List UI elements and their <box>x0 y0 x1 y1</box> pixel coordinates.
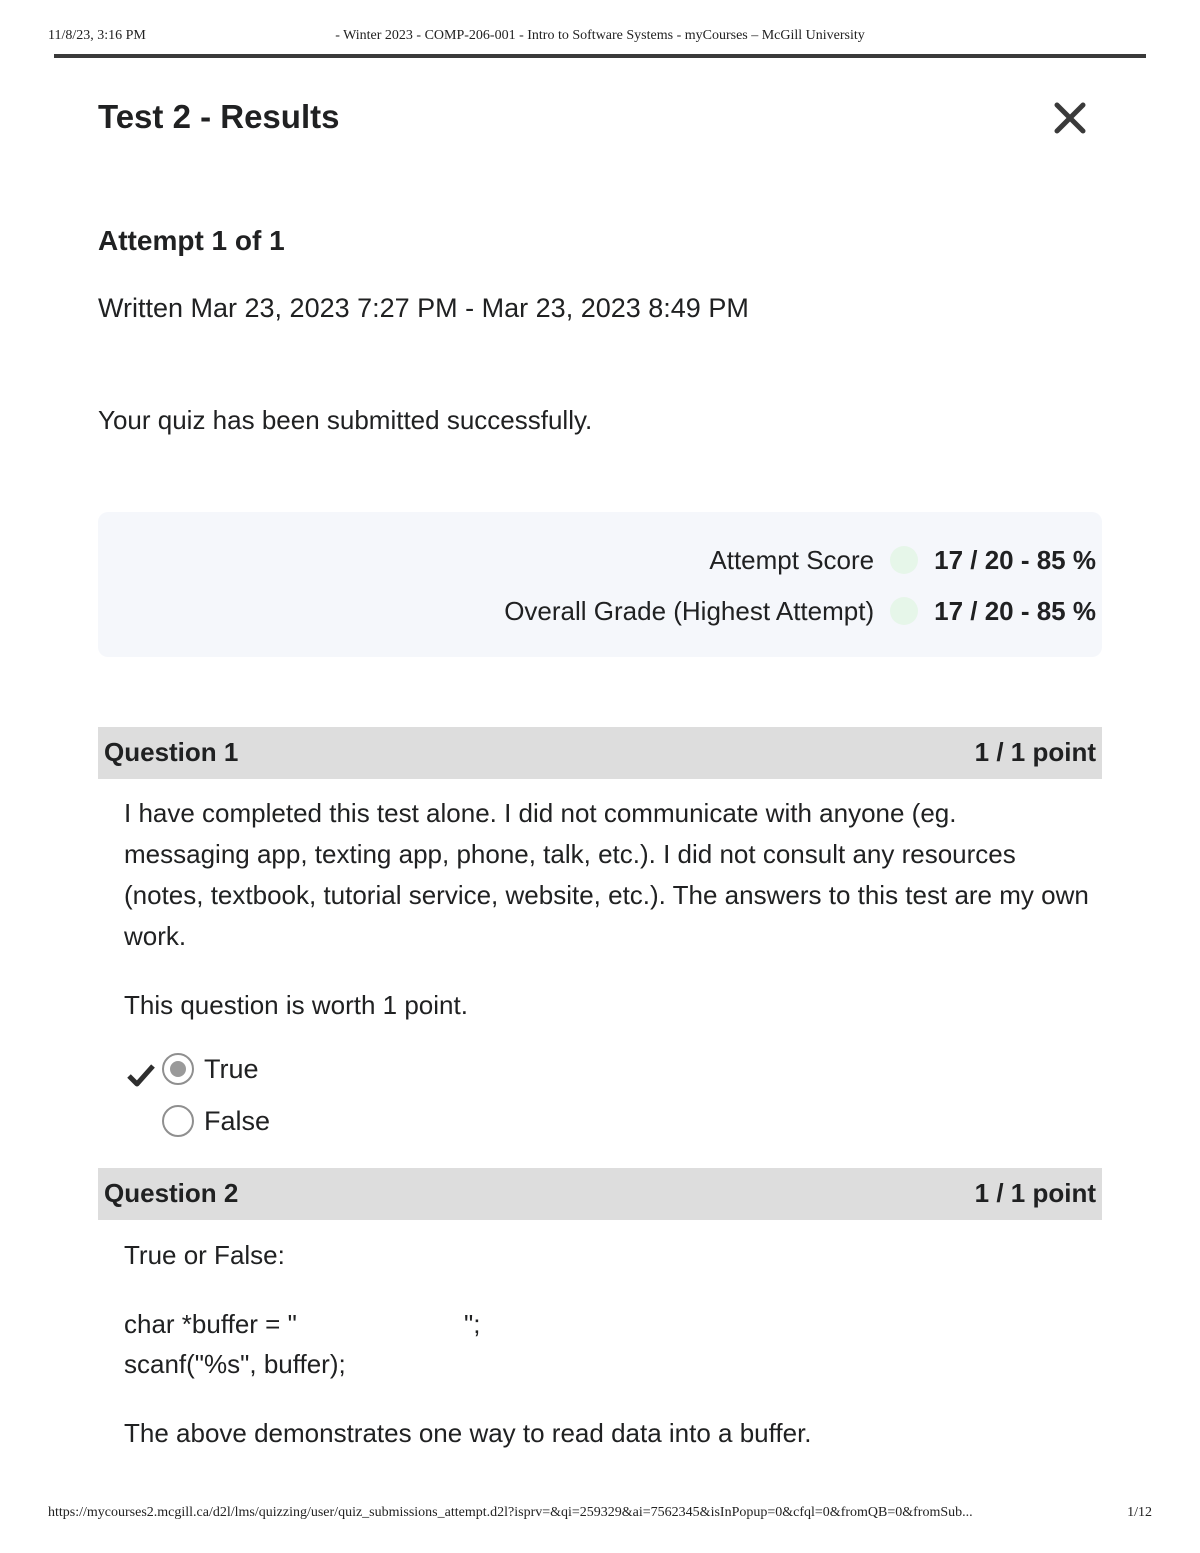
submitted-message: Your quiz has been submitted successfully. <box>98 405 593 435</box>
question-1-option-false[interactable] <box>124 1101 270 1141</box>
question-2-code-line-2: scanf("%s", buffer); <box>124 1349 346 1379</box>
close-icon <box>1048 96 1092 140</box>
question-1-option-true[interactable] <box>124 1049 259 1089</box>
overall-grade-value: 17 / 20 - 85 % <box>934 595 1096 626</box>
print-header <box>48 28 1152 48</box>
question-2-title: Question 2 <box>104 1178 239 1208</box>
score-status-icon <box>890 546 918 574</box>
attempt-score-row <box>709 540 1096 580</box>
attempt-score-label: Attempt Score <box>709 544 875 575</box>
question-2-code-line-1-tail: "; <box>464 1309 481 1339</box>
score-status-icon <box>890 597 918 625</box>
print-date: 11/8/23, 3:16 PM <box>48 28 146 43</box>
print-footer <box>48 1505 1152 1525</box>
question-1-worth: This question is worth 1 point. <box>124 990 468 1020</box>
question-2-statement: The above demonstrates one way to read data into a buffer. <box>124 1418 812 1448</box>
question-2-code-line-1: char *buffer = " <box>124 1309 297 1339</box>
written-timestamp: Written Mar 23, 2023 7:27 PM - Mar 23, 2023 8:49 PM <box>98 293 749 323</box>
question-2-header <box>98 1168 1102 1220</box>
question-2-points: 1 / 1 point <box>974 1178 1096 1208</box>
radio-selected[interactable] <box>162 1053 194 1085</box>
option-label: True <box>204 1053 259 1084</box>
header-divider <box>54 54 1146 58</box>
attempt-heading: Attempt 1 of 1 <box>98 225 285 256</box>
checkmark-icon <box>126 1061 156 1091</box>
dialog-title: Test 2 - Results <box>98 98 340 135</box>
radio-unselected[interactable] <box>162 1105 194 1137</box>
close-button[interactable] <box>1048 96 1092 140</box>
print-url: https://mycourses2.mcgill.ca/d2l/lms/quizzing/user/quiz_submissions_attempt.d2l?isprv=&qi=259329&ai=7562345&isInPopup=0&cfql=0&fromQB=0&fromSub... <box>48 1505 973 1520</box>
question-2-intro: True or False: <box>124 1240 285 1270</box>
attempt-score-value: 17 / 20 - 85 % <box>934 544 1096 575</box>
print-page-title: - Winter 2023 - COMP-206-001 - Intro to Software Systems - myCourses – McGill University <box>335 28 865 43</box>
page-number: 1/12 <box>1127 1505 1152 1520</box>
overall-grade-row <box>504 591 1096 631</box>
score-summary <box>98 512 1102 657</box>
overall-grade-label: Overall Grade (Highest Attempt) <box>504 595 875 626</box>
question-1-points: 1 / 1 point <box>974 737 1096 767</box>
question-1-title: Question 1 <box>104 737 239 767</box>
option-label: False <box>204 1105 271 1136</box>
question-1-text: I have completed this test alone. I did not communicate with anyone (eg. messaging app, texting app, phone, talk, etc.). I did not consult any resources (notes, textbook, tutorial service, website, etc.). The answers to this test are my own work. <box>124 798 1089 951</box>
question-1-header <box>98 727 1102 779</box>
